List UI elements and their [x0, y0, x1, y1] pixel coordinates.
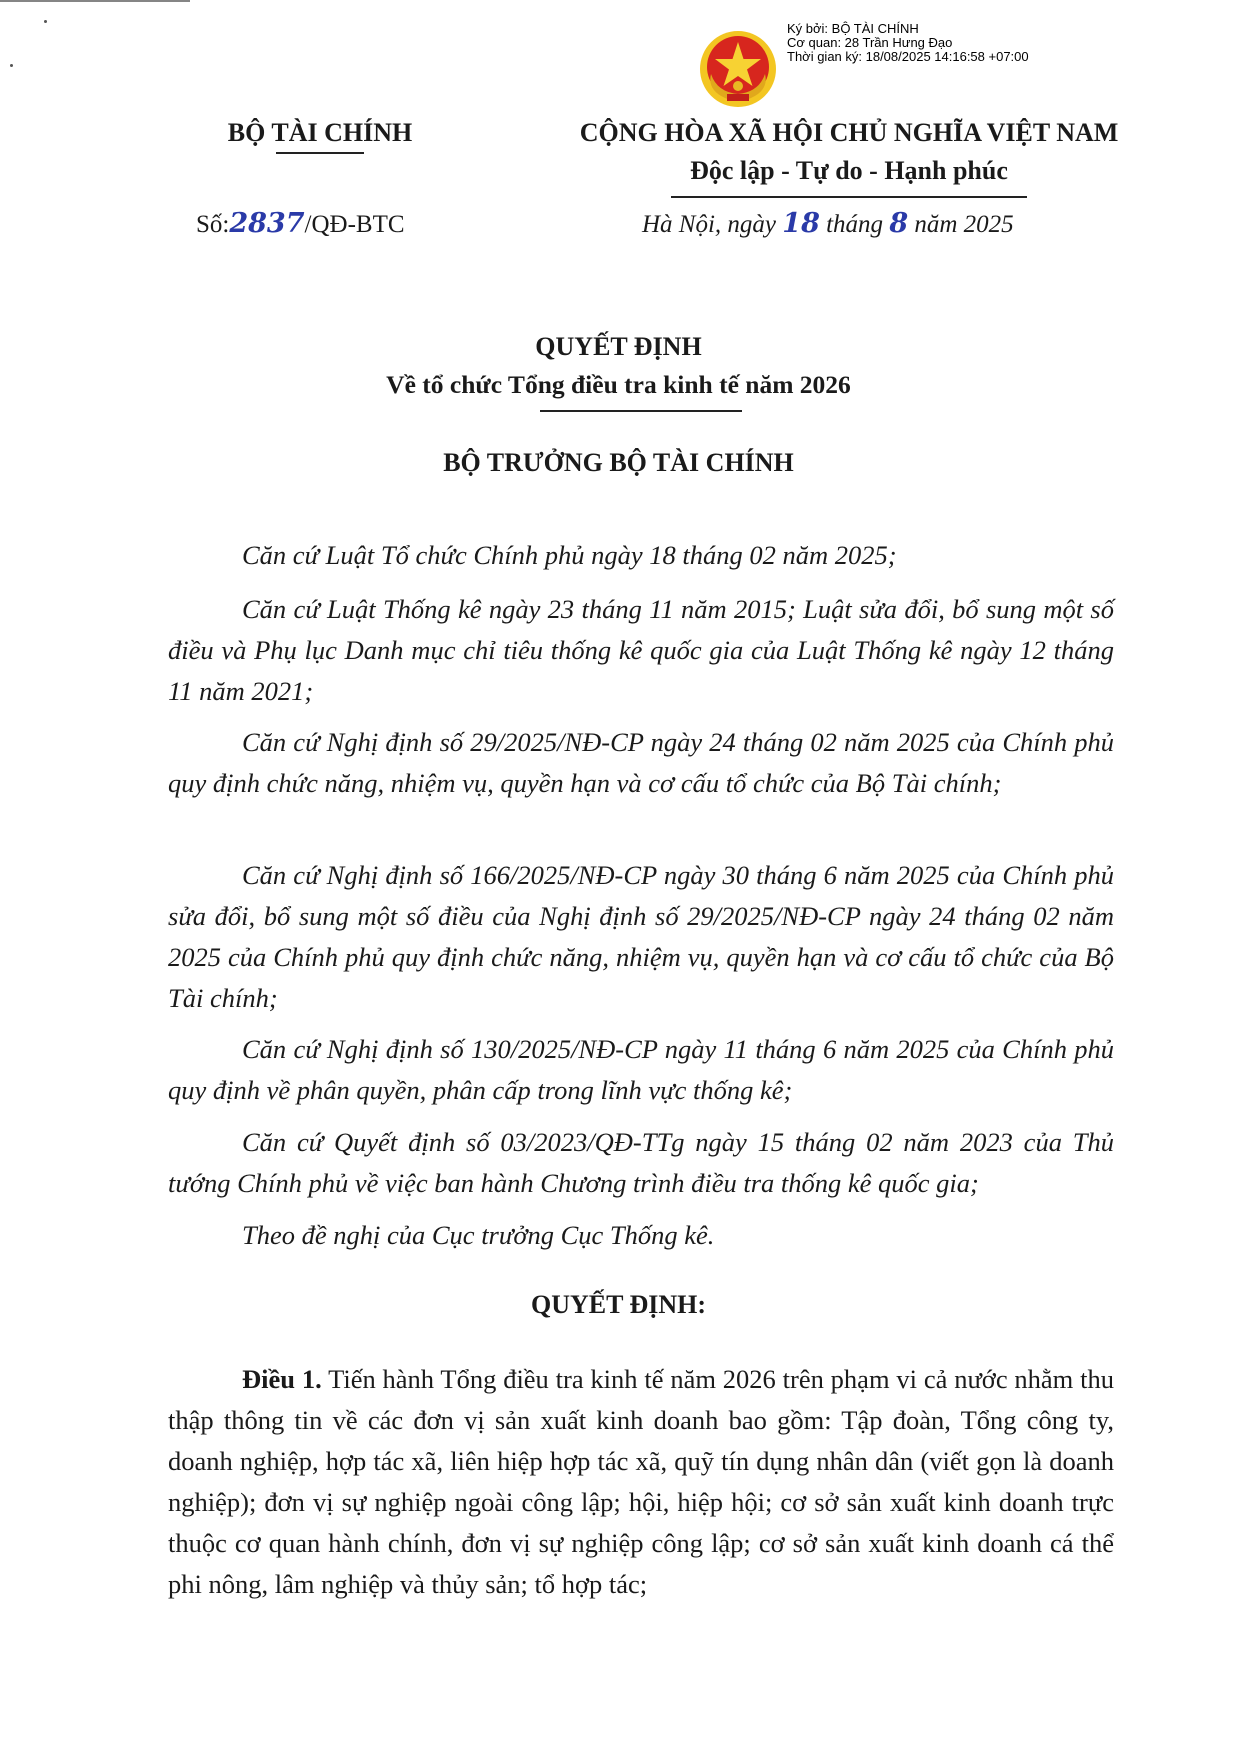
year-text: năm 2025: [914, 211, 1014, 238]
month-label: tháng: [826, 211, 884, 238]
scan-edge-line: [0, 0, 190, 2]
ministry-name: BỘ TÀI CHÍNH: [227, 118, 413, 147]
doc-number-prefix: Số:: [196, 211, 230, 238]
article-1-text: Tiến hành Tổng điều tra kinh tế năm 2026 trên phạm vi cả nước nhằm thu thập thông tin về các đơn vị sản xuất kinh doanh bao gồm: Tập đoàn, Tổng công ty, doanh nghiệp, hợp tác xã, liên hiệp hợp tác xã, quỹ tín dụng nhân dân (viết gọn là doanh nghiệp); đơn vị sự nghiệp ngoài công lập; hội, hiệp hội; cơ sở sản xuất kinh doanh trực thuộc cơ quan hành chính, đơn vị sự nghiệp công lập; cơ sở sản xuất kinh doanh cá thể phi nông, lâm nghiệp và thủy sản; tổ hợp tác;: [168, 1364, 1114, 1599]
digital-signature-info: [787, 22, 1029, 64]
proposal-basis: Theo đề nghị của Cục trưởng Cục Thống kê.: [242, 1220, 715, 1250]
decision-subject: Về tổ chức Tổng điều tra kinh tế năm 2026: [386, 370, 851, 399]
legal-basis-4: Căn cứ Nghị định số 166/2025/NĐ-CP ngày 30 tháng 6 năm 2025 của Chính phủ sửa đổi, bổ sung một số điều của Nghị định số 29/2025/NĐ-CP ngày 24 tháng 02 năm 2025 của Chính phủ quy định chức năng, nhiệm vụ, quyền hạn và cơ cấu tổ chức của Bộ Tài chính;: [168, 860, 1114, 1013]
legal-basis-2: Căn cứ Luật Thống kê ngày 23 tháng 11 năm 2015; Luật sửa đổi, bổ sung một số điều và Phụ lục Danh mục chỉ tiêu thống kê quốc gia của Luật Thống kê ngày 12 tháng 11 năm 2021;: [168, 594, 1114, 706]
doc-number-suffix: /QĐ-BTC: [304, 211, 405, 238]
motto: Độc lập - Tự do - Hạnh phúc: [690, 156, 1008, 185]
authority: BỘ TRƯỞNG BỘ TÀI CHÍNH: [443, 448, 794, 477]
place-date: [642, 208, 1014, 239]
signing-time: Thời gian ký: 18/08/2025 14:16:58 +07:00: [787, 49, 1029, 64]
signed-by: Ký bởi: BỘ TÀI CHÍNH: [787, 21, 919, 36]
article-1: [168, 1359, 1114, 1605]
decision-title: QUYẾT ĐỊNH: [535, 332, 702, 361]
month-handwritten: 8: [889, 208, 909, 239]
subject-underline: [540, 410, 742, 412]
doc-number-handwritten: 2837: [229, 208, 305, 239]
national-emblem-icon: [697, 28, 779, 110]
country-name: CỘNG HÒA XÃ HỘI CHỦ NGHĨA VIỆT NAM: [579, 118, 1119, 147]
legal-basis-3: Căn cứ Nghị định số 29/2025/NĐ-CP ngày 24 tháng 02 năm 2025 của Chính phủ quy định chức năng, nhiệm vụ, quyền hạn và cơ cấu tổ chức của Bộ Tài chính;: [168, 727, 1114, 798]
motto-underline: [671, 196, 1027, 198]
scan-speck: [10, 64, 13, 67]
decides-heading: QUYẾT ĐỊNH:: [530, 1290, 707, 1319]
day-handwritten: 18: [782, 208, 820, 239]
place-date-prefix: Hà Nội, ngày: [642, 211, 777, 238]
document-number: [196, 208, 405, 239]
signing-agency: Cơ quan: 28 Trần Hưng Đạo: [787, 35, 953, 50]
legal-basis-6: Căn cứ Quyết định số 03/2023/QĐ-TTg ngày 15 tháng 02 năm 2023 của Thủ tướng Chính phủ về việc ban hành Chương trình điều tra thống kê quốc gia;: [168, 1127, 1114, 1198]
legal-basis-1: Căn cứ Luật Tổ chức Chính phủ ngày 18 tháng 02 năm 2025;: [242, 540, 897, 570]
scan-speck: [44, 20, 47, 23]
article-1-label: Điều 1.: [242, 1364, 322, 1394]
legal-basis-5: Căn cứ Nghị định số 130/2025/NĐ-CP ngày 11 tháng 6 năm 2025 của Chính phủ quy định về phân quyền, phân cấp trong lĩnh vực thống kê;: [168, 1034, 1114, 1105]
ministry-underline: [276, 152, 364, 154]
